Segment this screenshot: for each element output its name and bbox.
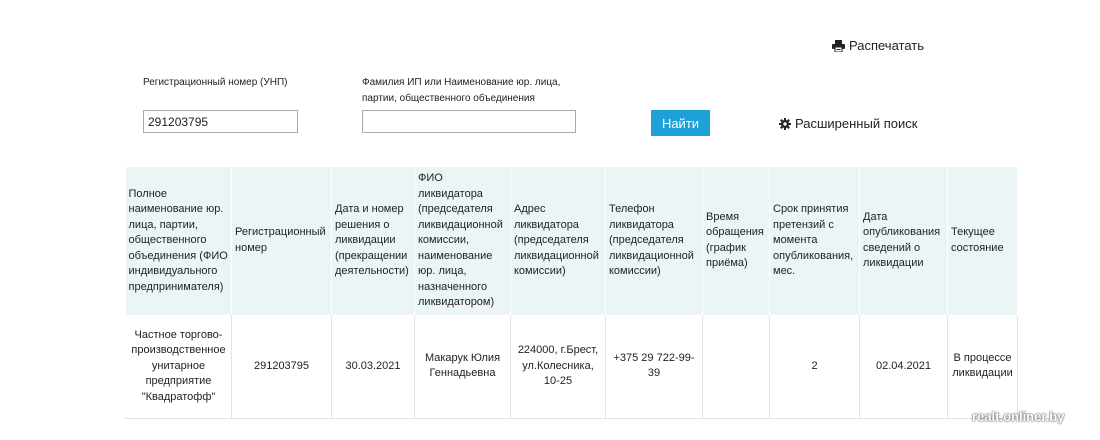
results-table	[125, 167, 1018, 419]
print-link[interactable]	[832, 38, 924, 53]
col-header-reg-number: Регистрационный номер	[232, 167, 332, 315]
cell-hours	[703, 315, 770, 419]
col-header-hours: Время обращения (график приёма)	[703, 167, 770, 315]
print-label: Распечатать	[849, 38, 925, 53]
find-button[interactable]: Найти	[651, 110, 710, 136]
advanced-search-link[interactable]	[779, 116, 917, 131]
name-label: Фамилия ИП или Наименование юр. лица, партии, общественного объединения	[362, 77, 561, 104]
col-header-address: Адрес ликвидатора (председателя ликвидационной комиссии)	[511, 167, 606, 315]
col-header-decision: Дата и номер решения о ликвидации (прекращении деятельности)	[332, 167, 415, 315]
col-header-claims-term: Срок принятия претензий с момента опубликования, мес.	[770, 167, 860, 315]
unp-input[interactable]	[143, 110, 298, 133]
cell-liquidator: Макарук Юлия Геннадьевна	[415, 315, 511, 419]
cell-decision: 30.03.2021	[332, 315, 415, 419]
cell-reg-number: 291203795	[232, 315, 332, 419]
unp-label: Регистрационный номер (УНП)	[143, 77, 288, 88]
cell-publish-date: 02.04.2021	[860, 315, 948, 419]
col-header-phone: Телефон ликвидатора (председателя ликвидационной комиссии)	[606, 167, 703, 315]
name-input[interactable]	[362, 110, 576, 133]
cell-status: В процессе ликвидации	[948, 315, 1018, 419]
cell-phone: +375 29 722-99-39	[606, 315, 703, 419]
col-header-publish-date: Дата опубликования сведений о ликвидации	[860, 167, 948, 315]
cell-name: Частное торгово-производственное унитарное предприятие "Квадратофф"	[126, 315, 232, 419]
gear-icon	[779, 118, 791, 130]
printer-icon	[832, 40, 845, 52]
col-header-name: Полное наименование юр. лица, партии, общественного объединения (ФИО индивидуального предпринимателя)	[126, 167, 232, 315]
col-header-status: Текущее состояние	[948, 167, 1018, 315]
cell-address: 224000, г.Брест, ул.Колесника, 10-25	[511, 315, 606, 419]
watermark: realt.onliner.by	[972, 409, 1065, 424]
col-header-liquidator: ФИО ликвидатора (председателя ликвидационной комиссии, наименование юр. лица, назначенного ликвидатором)	[415, 167, 511, 315]
advanced-search-label: Расширенный поиск	[795, 116, 918, 131]
table-header-row	[126, 167, 1018, 315]
cell-claims-term: 2	[770, 315, 860, 419]
table-row	[126, 315, 1018, 419]
